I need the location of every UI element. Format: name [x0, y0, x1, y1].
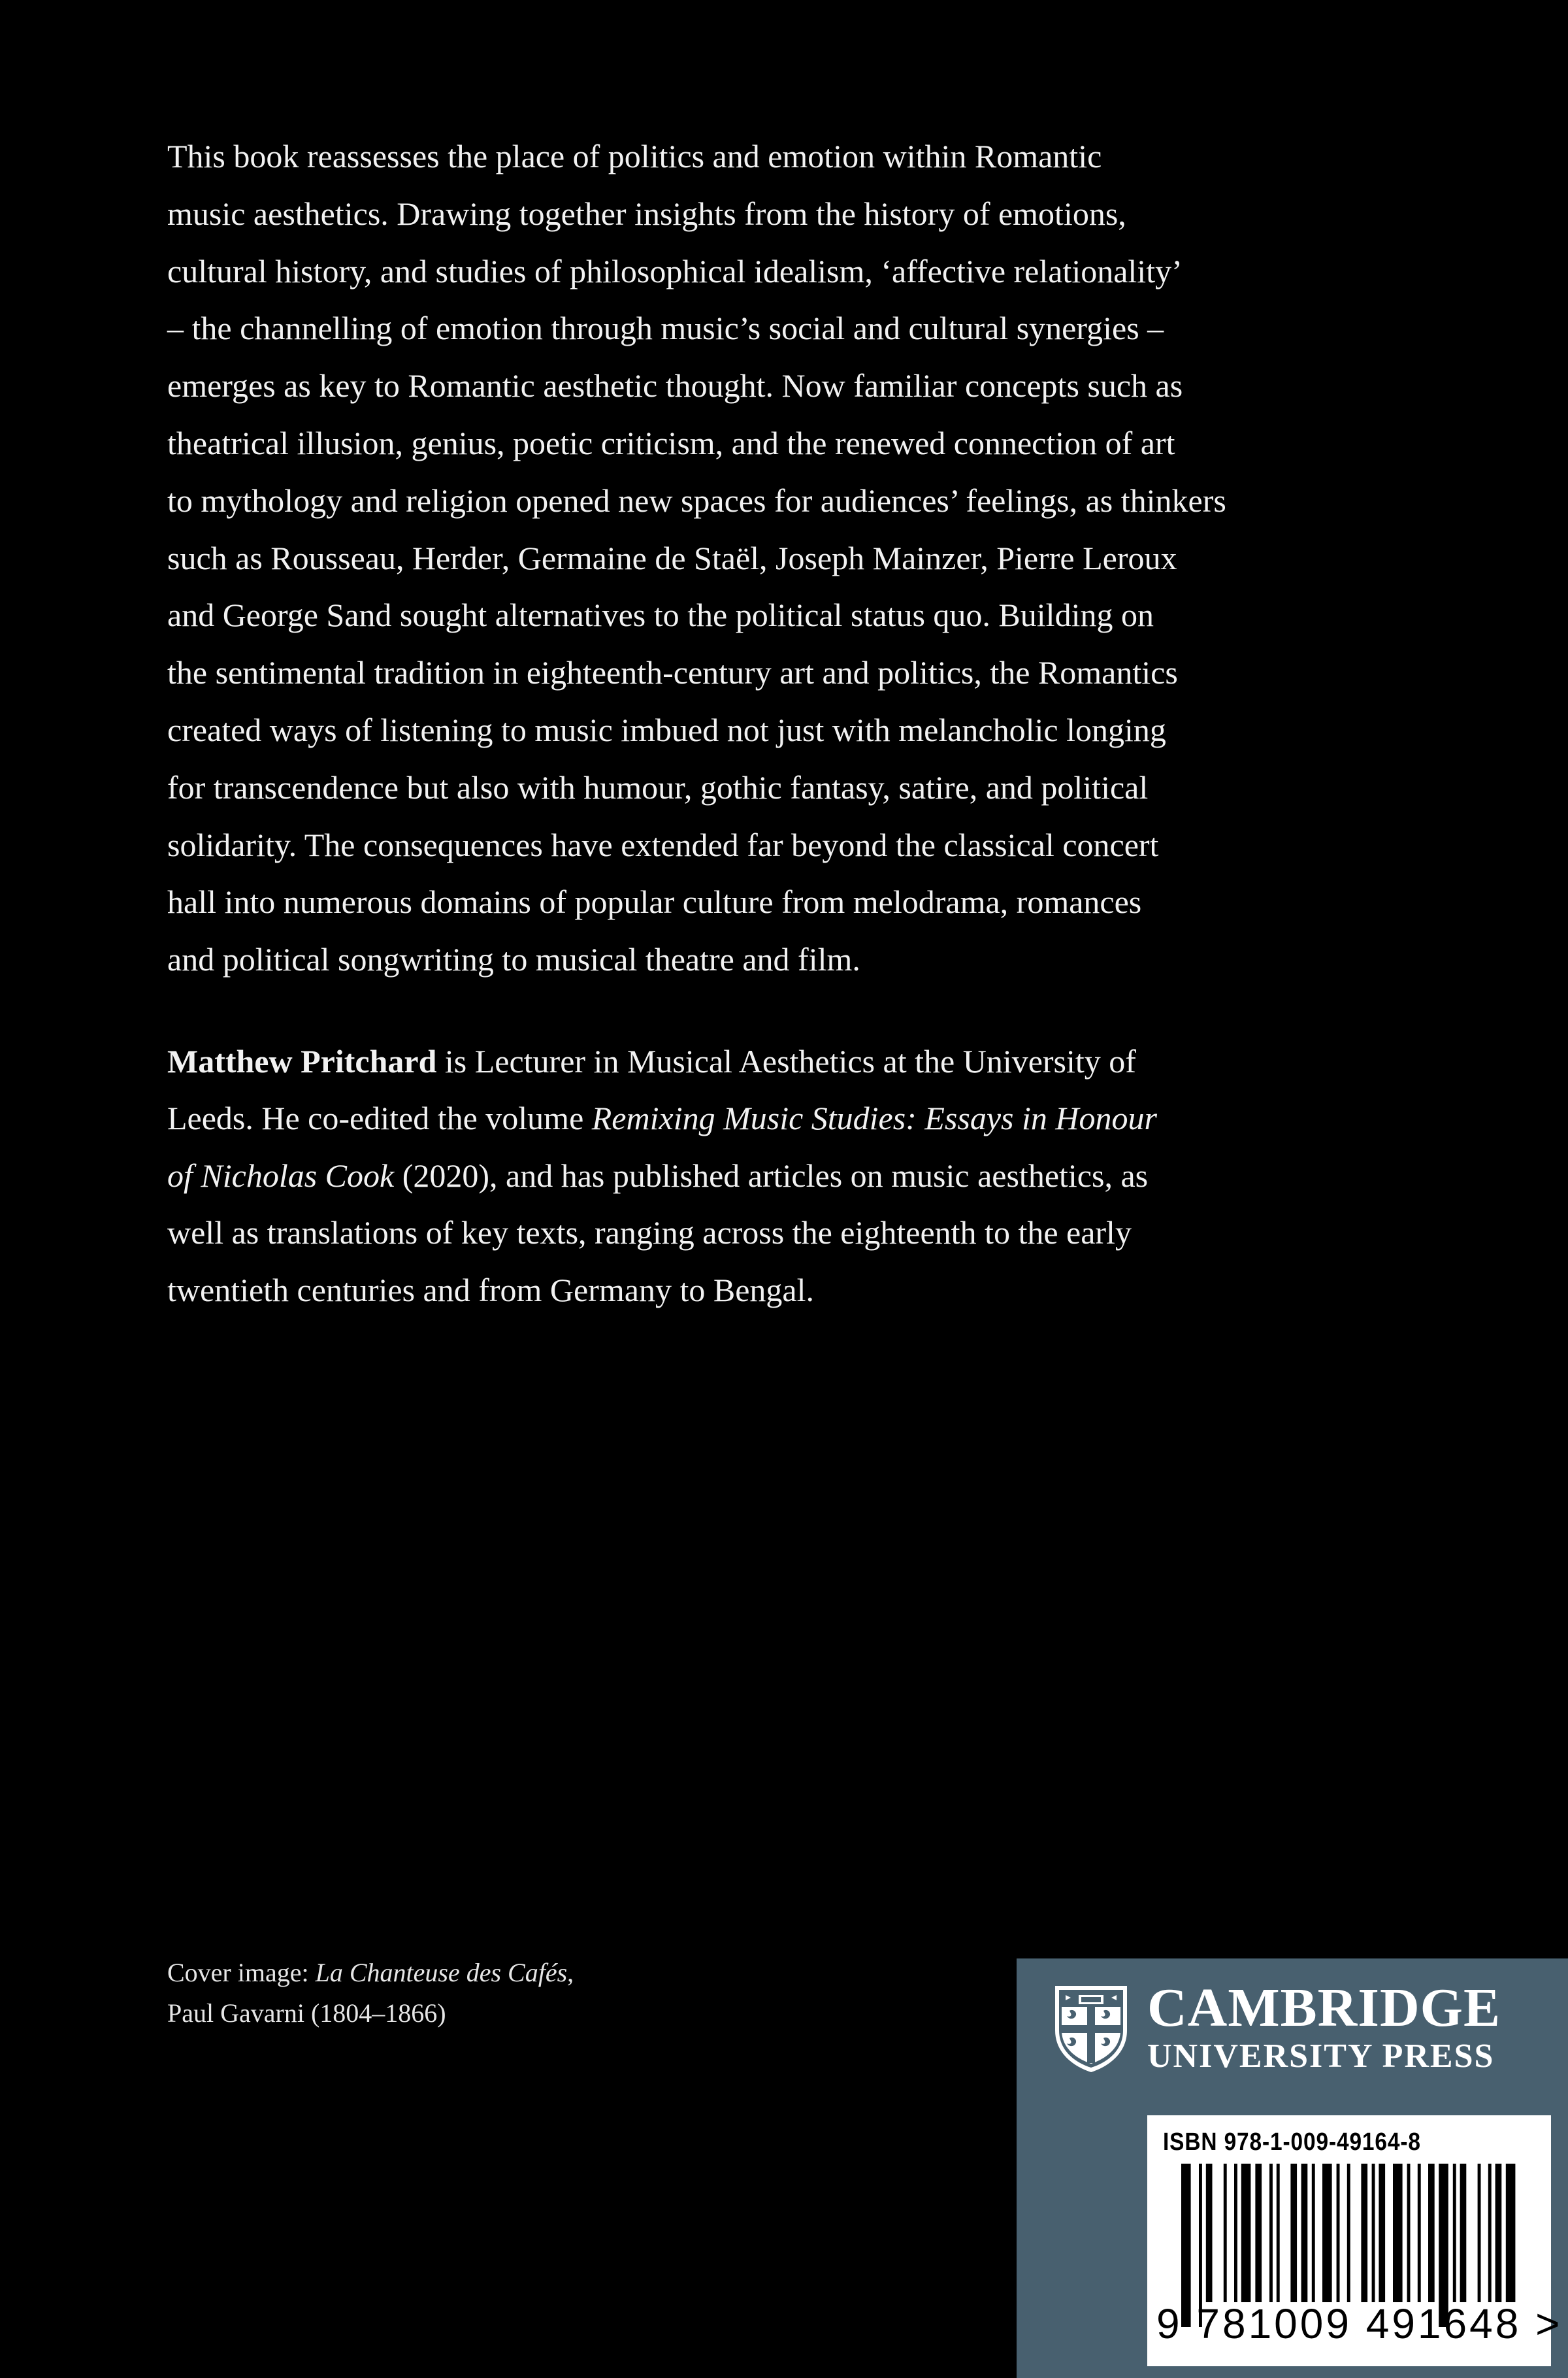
bio-text: (2020), and has published articles on music aesthetics, as	[394, 1157, 1149, 1194]
isbn-label: ISBN 978-1-009-49164-8	[1163, 2128, 1421, 2156]
edited-volume-title-cont: of Nicholas Cook	[167, 1157, 395, 1194]
barcode-bar	[1418, 2164, 1421, 2302]
barcode-bar	[1460, 2164, 1467, 2302]
cover-image-credit	[167, 1953, 574, 2034]
barcode-bar	[1241, 2164, 1251, 2302]
description-line: hall into numerous domains of popular culture from melodrama, romances	[167, 883, 1142, 921]
barcode-bar	[1312, 2164, 1315, 2302]
bio-line	[167, 1033, 1356, 1090]
description-line: cultural history, and studies of philosophical idealism, ‘affective relationality’	[167, 252, 1183, 289]
barcode-bar	[1379, 2164, 1385, 2302]
barcode-bar	[1428, 2164, 1435, 2302]
description-line: and George Sand sought alternatives to the political status quo. Building on	[167, 597, 1154, 634]
description-line: – the channelling of emotion through music’s social and cultural synergies –	[167, 310, 1164, 347]
barcode-bar	[1372, 2164, 1375, 2302]
artist-name: Paul Gavarni (1804–1866)	[167, 1998, 446, 2028]
barcode-bar	[1337, 2164, 1340, 2302]
author-name: Matthew Pritchard	[167, 1043, 437, 1080]
description-line: solidarity. The consequences have extended far beyond the classical concert	[167, 826, 1159, 863]
bio-line: well as translations of key texts, ranging across the eighteenth to the early	[167, 1214, 1132, 1251]
credit-comma: ,	[567, 1958, 574, 1987]
description-line: and political songwriting to musical theatre and film.	[167, 941, 860, 978]
bio-text: Leeds. He co-edited the volume	[167, 1100, 592, 1137]
description-line: to mythology and religion opened new spaces for audiences’ feelings, as thinkers	[167, 482, 1226, 519]
publisher-panel	[1017, 1958, 1568, 2378]
cambridge-crest-icon	[1053, 1983, 1130, 2075]
barcode-bar	[1301, 2164, 1308, 2302]
edited-volume-title: Remixing Music Studies: Essays in Honour	[591, 1100, 1157, 1137]
barcode-bar	[1234, 2164, 1237, 2302]
publisher-name	[1147, 1978, 1501, 2075]
credit-label: Cover image:	[167, 1958, 316, 1987]
bio-text: is Lecturer in Musical Aesthetics at the University of	[436, 1043, 1136, 1080]
bio-line	[167, 1090, 1356, 1147]
publisher-name-line1: CAMBRIDGE	[1147, 1977, 1501, 2038]
description-line: created ways of listening to music imbued not just with melancholic longing	[167, 711, 1166, 748]
barcode-digits: 9 781009 491648 >	[1156, 2300, 1563, 2347]
description-line: for transcendence but also with humour, gothic fantasy, satire, and political	[167, 768, 1149, 806]
artwork-title: La Chanteuse des Cafés	[315, 1958, 568, 1987]
description-line: the sentimental tradition in eighteenth-century art and politics, the Romantics	[167, 654, 1178, 691]
author-bio	[167, 1033, 1356, 1319]
barcode-bar	[1277, 2164, 1280, 2302]
book-description	[167, 128, 1356, 989]
bio-line	[167, 1148, 1356, 1204]
barcode-bar	[1255, 2164, 1262, 2302]
barcode-bar	[1407, 2164, 1411, 2302]
barcode-bar	[1347, 2164, 1350, 2302]
barcode-bar	[1206, 2164, 1213, 2302]
barcode-bar	[1488, 2164, 1492, 2302]
barcode-bar	[1393, 2164, 1403, 2302]
publisher-name-line2: UNIVERSITY PRESS	[1147, 2038, 1495, 2075]
bio-line: twentieth centuries and from Germany to Bengal.	[167, 1271, 814, 1308]
description-line: music aesthetics. Drawing together insights from the history of emotions,	[167, 195, 1126, 232]
barcode-bar	[1224, 2164, 1227, 2302]
barcode-bar	[1269, 2164, 1273, 2302]
barcode-bar	[1290, 2164, 1297, 2302]
description-line: emerges as key to Romantic aesthetic thought. Now familiar concepts such as	[167, 367, 1183, 405]
barcode-bar	[1506, 2164, 1516, 2302]
barcode-bar	[1322, 2164, 1332, 2302]
description-line: such as Rousseau, Herder, Germaine de Staël, Joseph Mainzer, Pierre Leroux	[167, 539, 1177, 576]
barcode-bar	[1453, 2164, 1456, 2302]
credit-line	[167, 1953, 574, 1993]
barcode-bar	[1495, 2164, 1502, 2302]
description-line: This book reassesses the place of politics and emotion within Romantic	[167, 138, 1102, 174]
barcode-bar	[1361, 2164, 1367, 2302]
isbn-barcode	[1147, 2115, 1563, 2366]
description-line: theatrical illusion, genius, poetic criticism, and the renewed connection of art	[167, 424, 1175, 461]
barcode-bar	[1478, 2164, 1481, 2302]
